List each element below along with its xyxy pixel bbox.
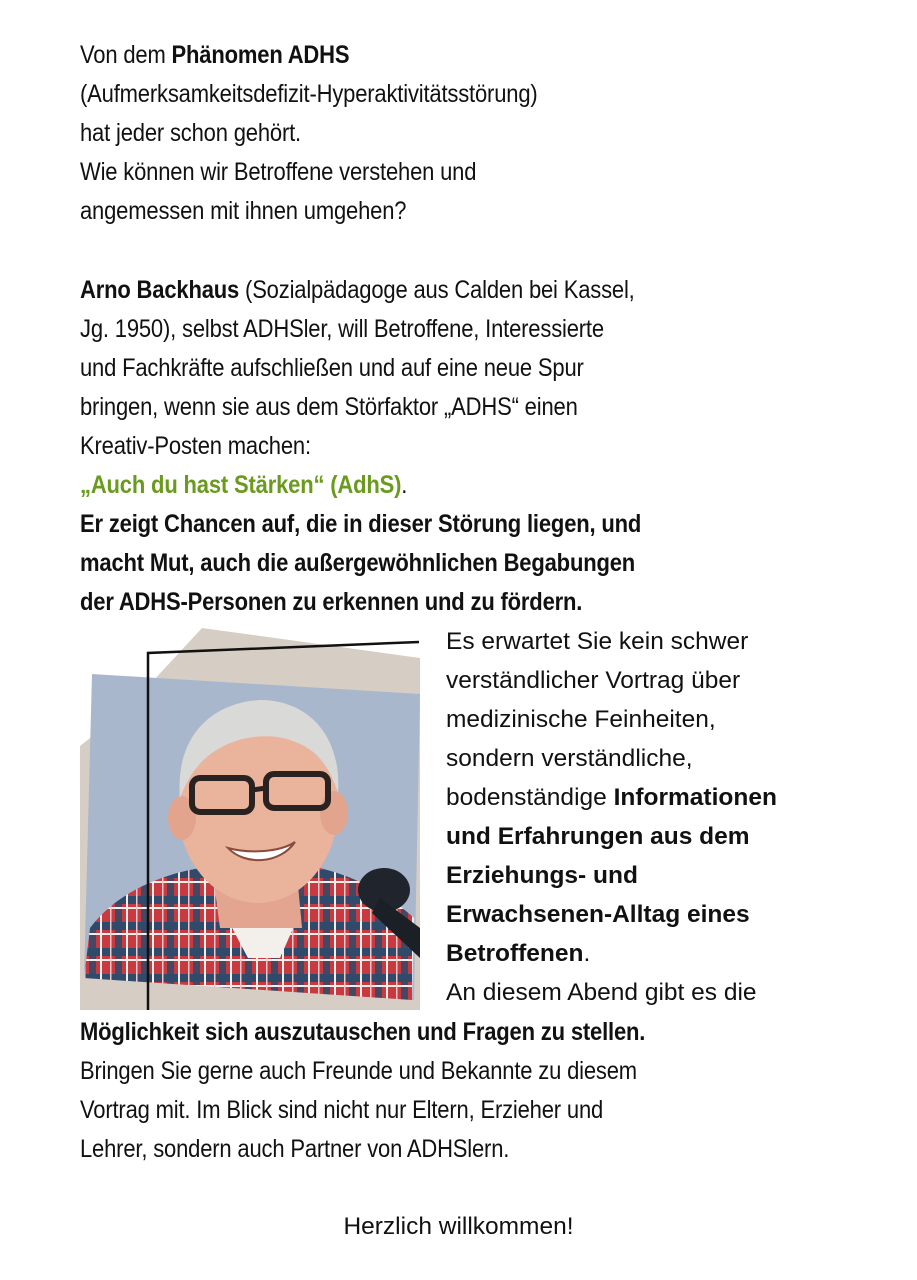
intro-line: Wie können wir Betroffene verstehen und bbox=[80, 158, 477, 186]
speaker-line: Arno Backhaus (Sozialpädagoge aus Calden bei Kassel, bbox=[80, 276, 635, 304]
speaker-line: und Fachkräfte aufschließen und auf eine neue Spur bbox=[80, 354, 584, 382]
intro-line: Von dem Phänomen ADHS bbox=[80, 41, 350, 69]
welcome-message: Herzlich willkommen! bbox=[343, 1213, 574, 1240]
speaker-line: Jg. 1950), selbst ADHSler, will Betroffene, Interessierte bbox=[80, 315, 604, 343]
description-line: bodenständige Informationen bbox=[446, 784, 777, 811]
talk-description bbox=[446, 622, 777, 1012]
description-line: sondern verständliche, bbox=[446, 745, 693, 772]
speaker-bold-line: Er zeigt Chancen auf, die in dieser Störung liegen, und bbox=[80, 510, 642, 538]
closing-line: Lehrer, sondern auch Partner von ADHSlern. bbox=[80, 1135, 510, 1163]
speaker-line: Kreativ-Posten machen: bbox=[80, 432, 311, 460]
talk-title-line: „Auch du hast Stärken“ (AdhS). bbox=[80, 471, 408, 499]
speaker-line: bringen, wenn sie aus dem Störfaktor „ADHS“ einen bbox=[80, 393, 578, 421]
intro-paragraph bbox=[80, 36, 600, 231]
intro-line: angemessen mit ihnen umgehen? bbox=[80, 197, 407, 225]
closing-paragraph bbox=[80, 1013, 722, 1169]
description-line: Es erwartet Sie kein schwer bbox=[446, 628, 749, 655]
topic-highlight: Phänomen ADHS bbox=[171, 41, 350, 69]
description-line: An diesem Abend gibt es die bbox=[446, 979, 757, 1006]
description-line: verständlicher Vortrag über bbox=[446, 667, 741, 694]
talk-title: „Auch du hast Stärken“ (AdhS) bbox=[80, 471, 402, 499]
closing-line: Bringen Sie gerne auch Freunde und Bekannte zu diesem bbox=[80, 1057, 637, 1085]
closing-line: Vortrag mit. Im Blick sind nicht nur Eltern, Erzieher und bbox=[80, 1096, 604, 1124]
speaker-bold-line: macht Mut, auch die außergewöhnlichen Begabungen bbox=[80, 549, 636, 577]
description-line: Betroffenen. bbox=[446, 940, 591, 967]
description-line: Erwachsenen-Alltag eines bbox=[446, 901, 750, 928]
intro-line: hat jeder schon gehört. bbox=[80, 119, 302, 147]
description-line: medizinische Feinheiten, bbox=[446, 706, 716, 733]
closing-bold-line: Möglichkeit sich auszutauschen und Fragen zu stellen. bbox=[80, 1018, 646, 1046]
intro-line: (Aufmerksamkeitsdefizit-Hyperaktivitätsstörung) bbox=[80, 80, 538, 108]
speaker-name: Arno Backhaus bbox=[80, 276, 240, 304]
description-line: und Erfahrungen aus dem bbox=[446, 823, 750, 850]
description-line: Erziehungs- und bbox=[446, 862, 638, 889]
speaker-photo bbox=[80, 628, 420, 1010]
speaker-paragraph bbox=[80, 271, 718, 622]
portrait-image bbox=[80, 628, 420, 1010]
speaker-bold-line: der ADHS-Personen zu erkennen und zu fördern. bbox=[80, 588, 583, 616]
